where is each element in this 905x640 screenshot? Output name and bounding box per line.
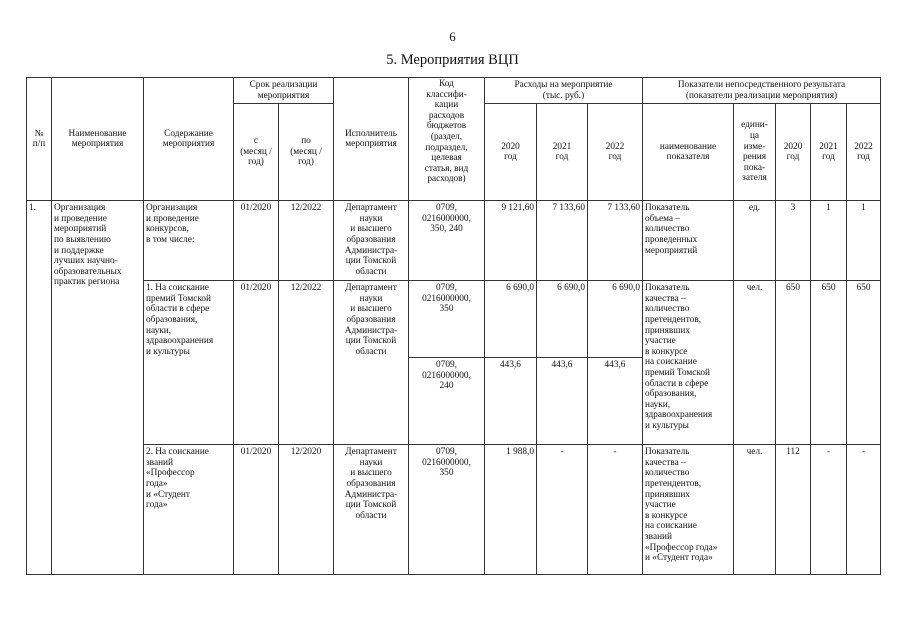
- expense-2021: -: [537, 445, 588, 575]
- term-to: 12/2022: [279, 281, 334, 445]
- header-num: № п/п: [27, 78, 52, 201]
- executor: Департамент науки и высшего образования Администра- ции Томской области: [334, 281, 409, 445]
- header-executor: Исполнитель мероприятия: [334, 78, 409, 201]
- value-2021: -: [811, 445, 847, 575]
- executor: Департамент науки и высшего образования Администра- ции Томской области: [334, 445, 409, 575]
- value-2021: 650: [811, 281, 847, 445]
- value-2020: 112: [776, 445, 811, 575]
- expense-2020: 9 121,60: [485, 201, 537, 281]
- header-indicator-name: наименование показателя: [643, 104, 734, 201]
- row-number: 1.: [27, 201, 52, 575]
- indicator-name: Показатель объема – количество проведенных мероприятий: [643, 201, 734, 281]
- budget-code: 0709, 0216000000, 350, 240: [409, 201, 485, 281]
- page-number: 6: [449, 29, 456, 44]
- header-row-top: [27, 78, 881, 104]
- expense-2021: 443,6: [537, 358, 588, 445]
- indicator-name: Показатель качества – количество претендентов, принявших участие в конкурсе на соискание званий «Профессор года» и «Студент года»: [643, 445, 734, 575]
- header-expense-2021: 2021 год: [537, 104, 588, 201]
- value-2021: 1: [811, 201, 847, 281]
- table-row: [27, 281, 881, 358]
- activities-table: [26, 77, 881, 575]
- term-from: 01/2020: [234, 281, 279, 445]
- expense-2020: 443,6: [485, 358, 537, 445]
- value-2020: 650: [776, 281, 811, 445]
- value-2022: 1: [847, 201, 881, 281]
- term-from: 01/2020: [234, 445, 279, 575]
- value-2020: 3: [776, 201, 811, 281]
- table-row: [27, 445, 881, 575]
- header-value-2021: 2021 год: [811, 104, 847, 201]
- term-to: 12/2020: [279, 445, 334, 575]
- header-term-to: по (месяц / год): [279, 104, 334, 201]
- value-2022: -: [847, 445, 881, 575]
- header-code: Код классифи- кации расходов бюджетов (раздел, подраздел, целевая статья, вид расходов): [409, 78, 485, 201]
- term-from: 01/2020: [234, 201, 279, 281]
- budget-code: 0709, 0216000000, 350: [409, 445, 485, 575]
- table-row: [27, 201, 881, 281]
- header-name: Наименование мероприятия: [52, 78, 144, 201]
- indicator-name: Показатель качества – количество претендентов, принявших участие в конкурсе на соискание премий Томской области в сфере образования, науки, здравоохранения и культуры: [643, 281, 734, 445]
- header-term-from: с (месяц / год): [234, 104, 279, 201]
- executor: Департамент науки и высшего образования Администра- ции Томской области: [334, 201, 409, 281]
- value-2022: 650: [847, 281, 881, 445]
- budget-code: 0709, 0216000000, 350: [409, 281, 485, 358]
- budget-code: 0709, 0216000000, 240: [409, 358, 485, 445]
- expense-2022: 443,6: [588, 358, 643, 445]
- expense-2020: 6 690,0: [485, 281, 537, 358]
- header-value-2022: 2022 год: [847, 104, 881, 201]
- section-title: 5. Мероприятия ВЦП: [386, 52, 519, 68]
- expense-2022: 6 690,0: [588, 281, 643, 358]
- term-to: 12/2022: [279, 201, 334, 281]
- activity-content: 2. На соискание званий «Профессор года» и «Студент года»: [144, 445, 234, 575]
- header-value-2020: 2020 год: [776, 104, 811, 201]
- header-expense-2022: 2022 год: [588, 104, 643, 201]
- expense-2020: 1 988,0: [485, 445, 537, 575]
- activity-content: 1. На соискание премий Томской области в сфере образования, науки, здравоохранения и культуры: [144, 281, 234, 445]
- activity-name: Организация и проведение мероприятий по выявлению и поддержке лучших научно- образовательных практик региона: [52, 201, 144, 575]
- header-indicators: Показатели непосредственного результата (показатели реализации мероприятия): [643, 78, 881, 104]
- header-term: Срок реализации мероприятия: [234, 78, 334, 104]
- indicator-unit: чел.: [734, 281, 776, 445]
- header-expenses: Расходы на мероприятие (тыс. руб.): [485, 78, 643, 104]
- activity-content: Организация и проведение конкурсов, в том числе:: [144, 201, 234, 281]
- indicator-unit: чел.: [734, 445, 776, 575]
- expense-2021: 7 133,60: [537, 201, 588, 281]
- expense-2021: 6 690,0: [537, 281, 588, 358]
- indicator-unit: ед.: [734, 201, 776, 281]
- expense-2022: -: [588, 445, 643, 575]
- expense-2022: 7 133,60: [588, 201, 643, 281]
- header-content: Содержание мероприятия: [144, 78, 234, 201]
- header-indicator-unit: едини- ца изме- рения пока- зателя: [734, 104, 776, 201]
- header-expense-2020: 2020 год: [485, 104, 537, 201]
